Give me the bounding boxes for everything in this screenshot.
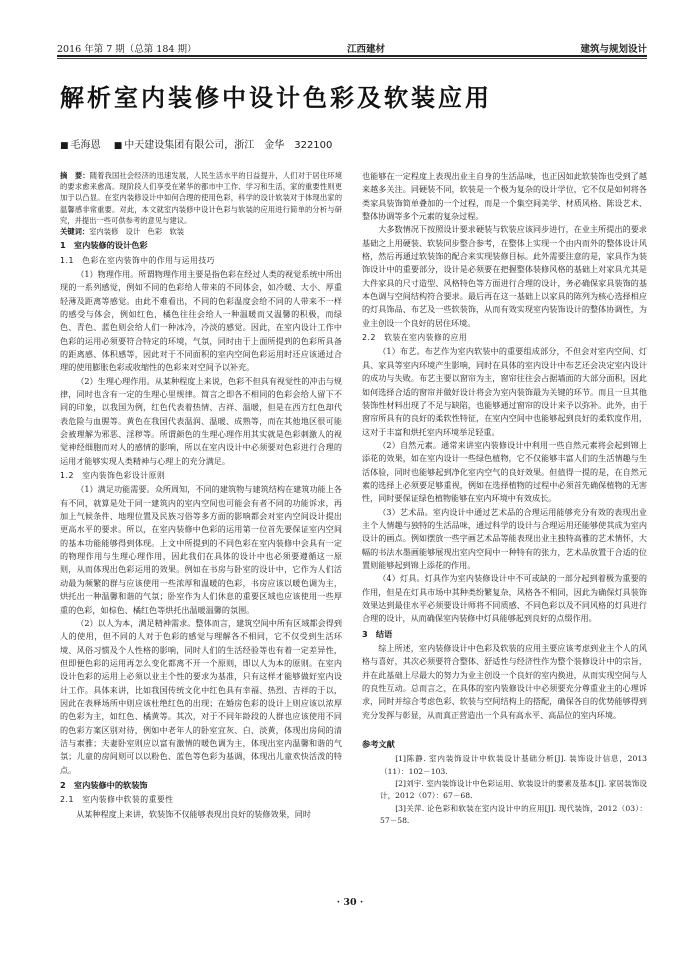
subsection-heading: 1.1 色彩在室内装饰中的作用与运用技巧 [60,255,215,265]
body-paragraph: （4）灯具。灯具作为室内装修设计中不可或缺的一部分起到着极为重要的作用，但是在灯具市场中其种类纷繁复杂，风格各不相同，因此为确保灯具装饰效果达到最佳水平必须要设计师将不同质感、不同色彩以及不同风格的灯具进行合理的设计，从而确保室内装修中灯具能够起到良好的点缀作用。 [362,573,647,624]
body-paragraph: （2）生理心理作用。从某种程度上来说，色彩不但具有视觉性的冲击与规律，同时也含有一定的生理心里规律。简言之即各不相同的色彩会给人留下不同的印象，以我国为例，红色代表着热情、吉祥、温暖，但是在西方红色却代表危险与血腥等。黄色在我国代表温润、温暖、成熟等，而在其他地区很可能会被理解为邪恶、淫秽等。所谓颜色的生理心理作用其实就是色彩刺激人的视觉神经细胞而对人的感情的影响，所以在室内设计中必须要对色彩进行合理的运用才能够实现人类精神与心理上的充分满足。 [60,375,342,466]
keywords-label: 关键词： [60,227,90,237]
reference-item: [1]陈静. 室内装饰设计中软装设计基础分析[J]. 装饰设计信息，2013（11）：102－103. [380,754,647,776]
body-paragraph: 也能够在一定程度上表现出业主自身的生活品味，也正因如此软装饰也受到了越来越多关注。同硬装不同，软装是一个极为复杂的设计学位，它不仅是如何将各类家具装饰简单叠加的一个过程，而是一个集空间美学、材质风格、陈设艺术、整体协调等多个元素的复杂过程。 [362,171,647,222]
keywords [60,226,342,237]
body-paragraph: （3）艺术品。室内设计中通过艺术品的合理运用能够充分有效的表现出业主个人情趣与独特的生活品味，通过科学的设计与合理运用还能够使其成为室内设计的画点。例如摆放一些字画艺术品等能表现出业主独特高雅的艺术情怀，大幅的书法水墨画能够展现出室内空间中一种特有的张力，艺术品放置于合适的位置则能够起到锦上添花的作用。 [362,506,647,570]
body-paragraph: （1）满足功能需要。众所周知，不同的建筑物与建筑结构在建筑功能上各有不同，就算是处于同一建筑内的室内空间也可能会有者不同的功能诉求，再加上气候条件、地理位置及民族习俗等多方面的影响都会对室内空间设计提出更高水平的要求。所以，在室内装修中色彩的运用第一位首先要保证室内空间的基本功能能够得到体现。上文中所提到的不同色彩在室内装修中会具有一定的物理作用与生理心理作用，因此我们在具体的设计中也必须要遵循这一原则，从而体现出色彩运用的效果。例如在书房与卧室的设计中，它作为人们活动最为频繁的群与应该使用一些浓厚和温暖的色彩，书房应该以暖色调为主，烘托出一种温馨和谐的气氛；卧室作为人们休息的重要区域也应该使用一些厚重的色彩，如棕色、橘红色等烘托出温暖温馨的氛围。 [60,484,342,615]
square-bullet-icon: ■ [60,141,69,151]
header-rule [57,55,647,57]
body-paragraph: （1）布艺。布艺作为室内软装中的重要组成部分，不但会对室内空间、灯具、家具等室内环境产生影响，同时在具体的室内设计中布艺还会决定室内设计的成功与失败。布艺主要以窗帘为主，窗帘往往会占据墙面的大部分面积，因此如何选择合适的窗帘并做好设计将会为室内装饰最为关键的环节。而且一旦其他装饰性材料出现了不足与缺陷，也能够通过窗帘的设计来予以弥补。此外，由于窗帘所具有的良好的柔软性特征，在室内空间中也能够起到良好的柔软度作用，这对于丰富和烘托室内环境举足轻重。 [362,346,647,437]
article-title: 解析室内装修中设计色彩及软装应用 [60,84,492,112]
body-paragraph: （1）物理作用。所谓物理作用主要是指色彩在经过人类的视觉系统中所出现的一系列感觉，例如不同的色彩给人带来的不同体会，如冷暖、大小、厚重轻薄及距离等感觉。由此不难看出，不同的色彩温度会给不同的人带来不一样的感受与体会，例如红色，橘色往往会给人一种温暖而又温馨的积极，而绿色、青色、蓝色则会给人们一种冰冷，冷淡的感觉。因此，在室内设计工作中色彩的运用必须要符合特定的环境，气氛，同时由于上面所提到的色彩所具备的距离感、体积感等，因此对于不同面积的室内空间色彩运用时还应该通过合理的使用膨胀色彩或收缩性的色彩来对空间予以补充。 [60,268,342,373]
reference-item: [3]关萍. 论色彩和软装在室内设计中的应用[J]. 现代装饰，2012（03）：57－58. [380,803,647,825]
author-affiliation: 中天建设集团有限公司，浙江 金华 322100 [124,140,333,151]
right-column [362,170,647,827]
abstract-text: 随着我国社会经济的迅速发展，人民生活水平的日益提升，人们对于居住环境的要求愈来愈高。现阶段人们享受在紧华的都市中工作、学习和生活，家的重要性则更加于以凸显。在室内装修设计中如何合理的使用色彩，科学的设计软装对于体现出家的温馨感非常重要。对此，本文就室内装修中设计色彩与软装的应用进行简单的分析与研究，并提出一些可供参考的意见与建议。 [60,171,343,225]
journal-name: 江西建材 [347,44,386,55]
keywords-text: 室内装修 设计 色彩 软装 [89,227,185,237]
section-name: 建筑与规划设计 [580,44,647,55]
references-title: 参考文献 [362,739,395,750]
subsection-heading: 1.2 室内装饰色彩设计原则 [60,471,166,481]
square-bullet-icon: ■ [113,141,123,151]
section-heading: 3 结语 [362,628,393,639]
section-heading: 1 室内装修的设计色彩 [60,240,148,251]
right-body [362,170,647,722]
author-name: 毛海恩 [70,140,101,151]
body-paragraph: （2）以人为本，满足精神需求。整体而言，建筑空间中所有区域都会得到人的使用，但不同的人对于色彩的感觉与理解各不相同，它不仅受到生活环境、风俗习惯及个人性格的影响，同时人们的生活经验等也有着一定差异性，但即便色彩的运用再怎么变化都离不开一个原则，即以人为本的原则。在室内设计色彩的运用上必须以业主个性的要求为基准，只有这样才能够做好室内设计工作。具体来讲，比如我国传统文化中红色具有幸福、热烈、吉祥的于以，因此在表释场所中则应该杜绝红色的出现；在婚房色彩的设计上则应该以浓厚的色彩为主，如红色、橘黄等。其次，对于不同年龄段的人群也应该使用不同的色彩方案区别对待，例如中老年人的卧室宜灰、白、淡黄，体现出房间的清洁与素雅；夫妻卧室则应以富有激情的暖色调为主，体现出室内温馨和谐的气氛；儿童的房间则可以以粉色、蓝色等色彩为基调，体现出儿童欢快活泼的特点。 [60,617,342,775]
page-number: · 30 · [336,897,364,908]
running-header [57,40,647,56]
body-paragraph: 从某种程度上来讲，软装饰不仅能够表现出良好的装修效果，同时 [76,808,311,819]
issue-info: 2016 年第 7 期（总第 184 期） [57,44,197,55]
subsection-heading: 2.1 室内装修中软装的重要性 [60,795,174,805]
references-list [362,753,647,827]
body-paragraph: 大多数情况下按照设计要求硬装与软装应该同步进行，在业主所提出的要求基础之上用硬装、软装同步整合参考，在整体上实现一个由内而外的整体设计风格，然后再通过软装饰的配合来实现装修目标。此外需要注意的是，家具作为装饰设计中的重要部分，设计是必须要在把握整体装修风格的基础上对家具尤其是大件家具的尺寸造型、风格特色等方面进行合理的设计，务必确保家具装饰的基本色调与空间结构符合要求。最后再在这一基础上以家具的陈列为核心选择相应的灯具饰品、布艺及一些软装饰，从而有效实现室内装饰设计的整体协调性，为业主创设一个良好的居住环境。 [362,224,647,328]
body-paragraph: （2）自然元素。通常来讲室内装修设计中利用一些自然元素将会起到锦上添花的效果，如在室内设计一些绿色植物，它不仅能够丰富人们的生活情趣与生活体验，同时也能够起到净化室内空气的良好效果。但值得一提的是，在自然元素的选择上必须要足够重视，例如在选择植物的过程中必须首先确保植物的无害性，同时要保证绿色植物能够在室内环境中有效成长。 [362,439,647,504]
author-line [60,136,342,151]
subsection-heading: 2.2 软装在室内装修的应用 [362,333,468,343]
body-paragraph: 综上所述，室内装修设计中色彩及软装的应用主要应该考虑到业主个人的风格与喜好，其次必须要符合整体、舒适性与经济性作为整个装修设计中的宗旨，并在此基础上尽最大的努力为业主创设一个良好的室内换进，从而实现空间与人的良性互动。总而言之，在具体的室内装修设计中必须要充分尊重业主的心理诉求，同时并综合考虑色彩、软装与空间结构上的搭配，确保各自的优势能够得到充分发挥与彰显，从而真正营造出一个具有高水平、高品位的室内环境。 [362,643,647,720]
reference-item: [2]刘宇. 室内装饰设计中色彩运用、软装设计的要素及基本[J]. 家居装饰设计，2012（07）：67－68. [380,779,647,801]
section-heading: 2 室内装修中的软装饰 [60,779,148,790]
header-rule-thin [57,58,647,59]
abstract-label: 摘 要： [60,171,90,180]
left-body [60,239,342,821]
abstract [60,170,342,226]
left-column [60,170,342,821]
